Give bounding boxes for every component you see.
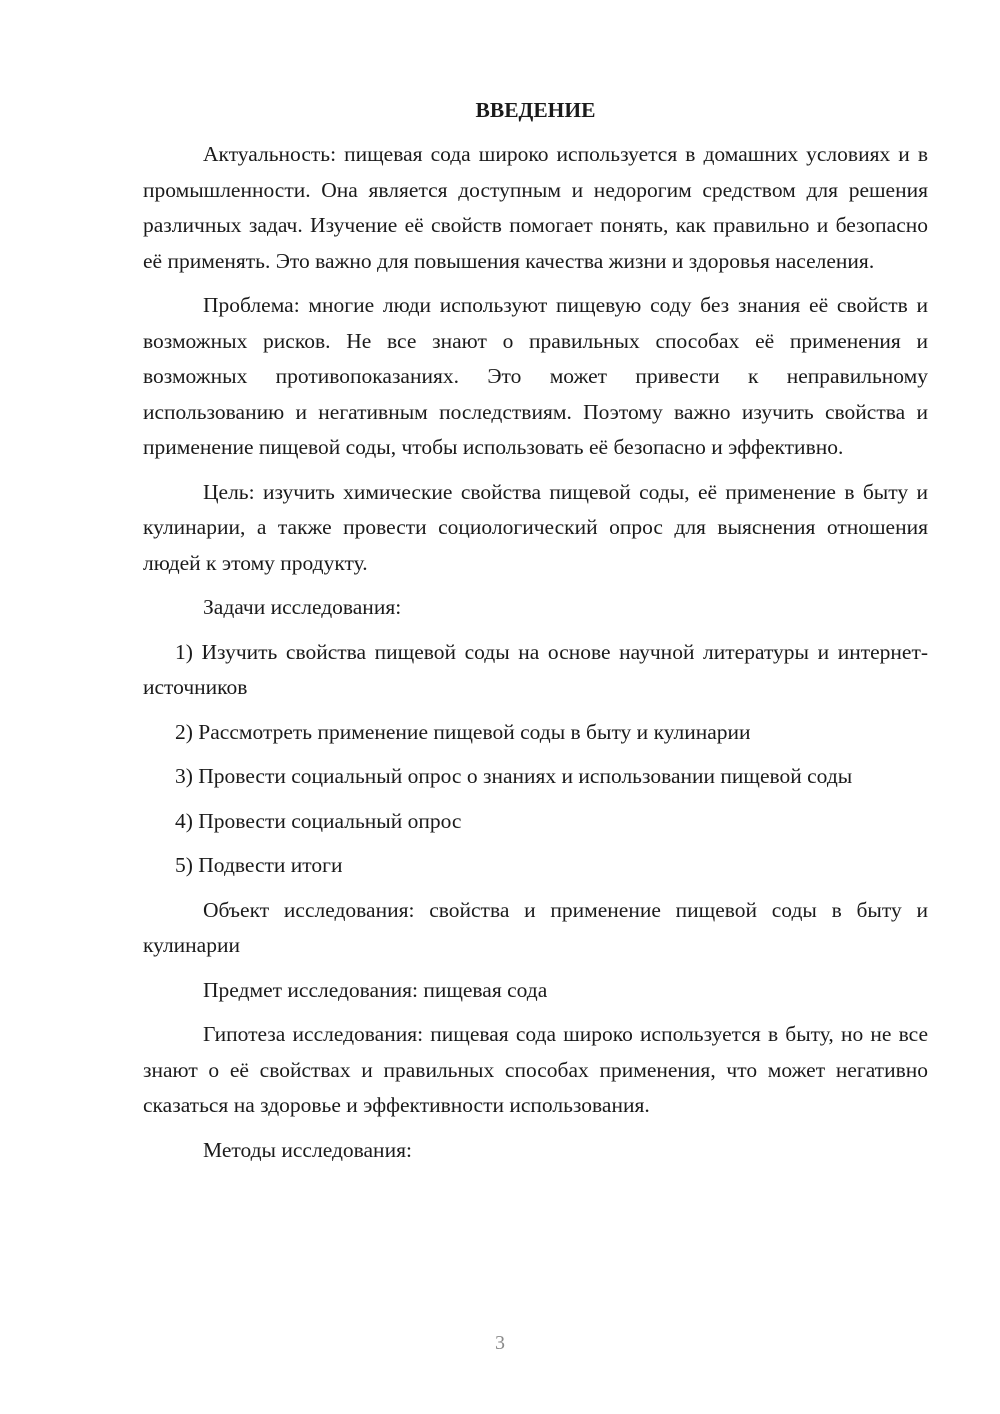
task-item-5: 5) Подвести итоги bbox=[175, 853, 343, 877]
paragraph-methods: Методы исследования: bbox=[203, 1137, 412, 1162]
task-item-4: 4) Провести социальный опрос bbox=[175, 808, 462, 833]
task-item-1: 1) Изучить свойства пищевой соды на основе научной литературы и интернет-источников bbox=[143, 639, 928, 699]
paragraph-goal: Цель: изучить химические свойства пищевой соды, её применение в быту и кулинарии, а также провести социологический опрос для выяснения отношения людей к этому продукту. bbox=[143, 479, 928, 575]
paragraph-object: Объект исследования: свойства и применение пищевой соды в быту и кулинарии bbox=[143, 897, 928, 957]
document-page bbox=[143, 92, 928, 1177]
paragraph-problem: Проблема: многие люди используют пищевую соду без знания её свойств и возможных рисков. Не все знают о правильных способах её применения и возможных противопоказаниях. Это может привести к неправильному использованию и негативным последствиям. Поэтому важно изучить свойства и применение пищевой соды, чтобы использовать её безопасно и эффективно. bbox=[143, 293, 928, 459]
paragraph-relevance: Актуальность: пищевая сода широко используется в домашних условиях и в промышленности. Она является доступным и недорогим средством для решения различных задач. Изучение её свойств помогает понять, как правильно и безопасно её применять. Это важно для повышения качества жизни и здоровья населения. bbox=[143, 142, 928, 273]
task-item-3: 3) Провести социальный опрос о знаниях и использовании пищевой соды bbox=[175, 764, 853, 788]
section-title: ВВЕДЕНИЕ bbox=[475, 98, 596, 122]
paragraph-subject: Предмет исследования: пищевая сода bbox=[203, 977, 548, 1002]
paragraph-tasks-heading: Задачи исследования: bbox=[203, 595, 402, 619]
paragraph-hypothesis: Гипотеза исследования: пищевая сода широко используется в быту, но не все знают о её свойствах и правильных способах применения, что может негативно сказаться на здоровье и эффективности использования. bbox=[143, 1022, 928, 1117]
task-item-2: 2) Рассмотреть применение пищевой соды в быту и кулинарии bbox=[175, 719, 751, 744]
page-number: 3 bbox=[495, 1332, 505, 1354]
